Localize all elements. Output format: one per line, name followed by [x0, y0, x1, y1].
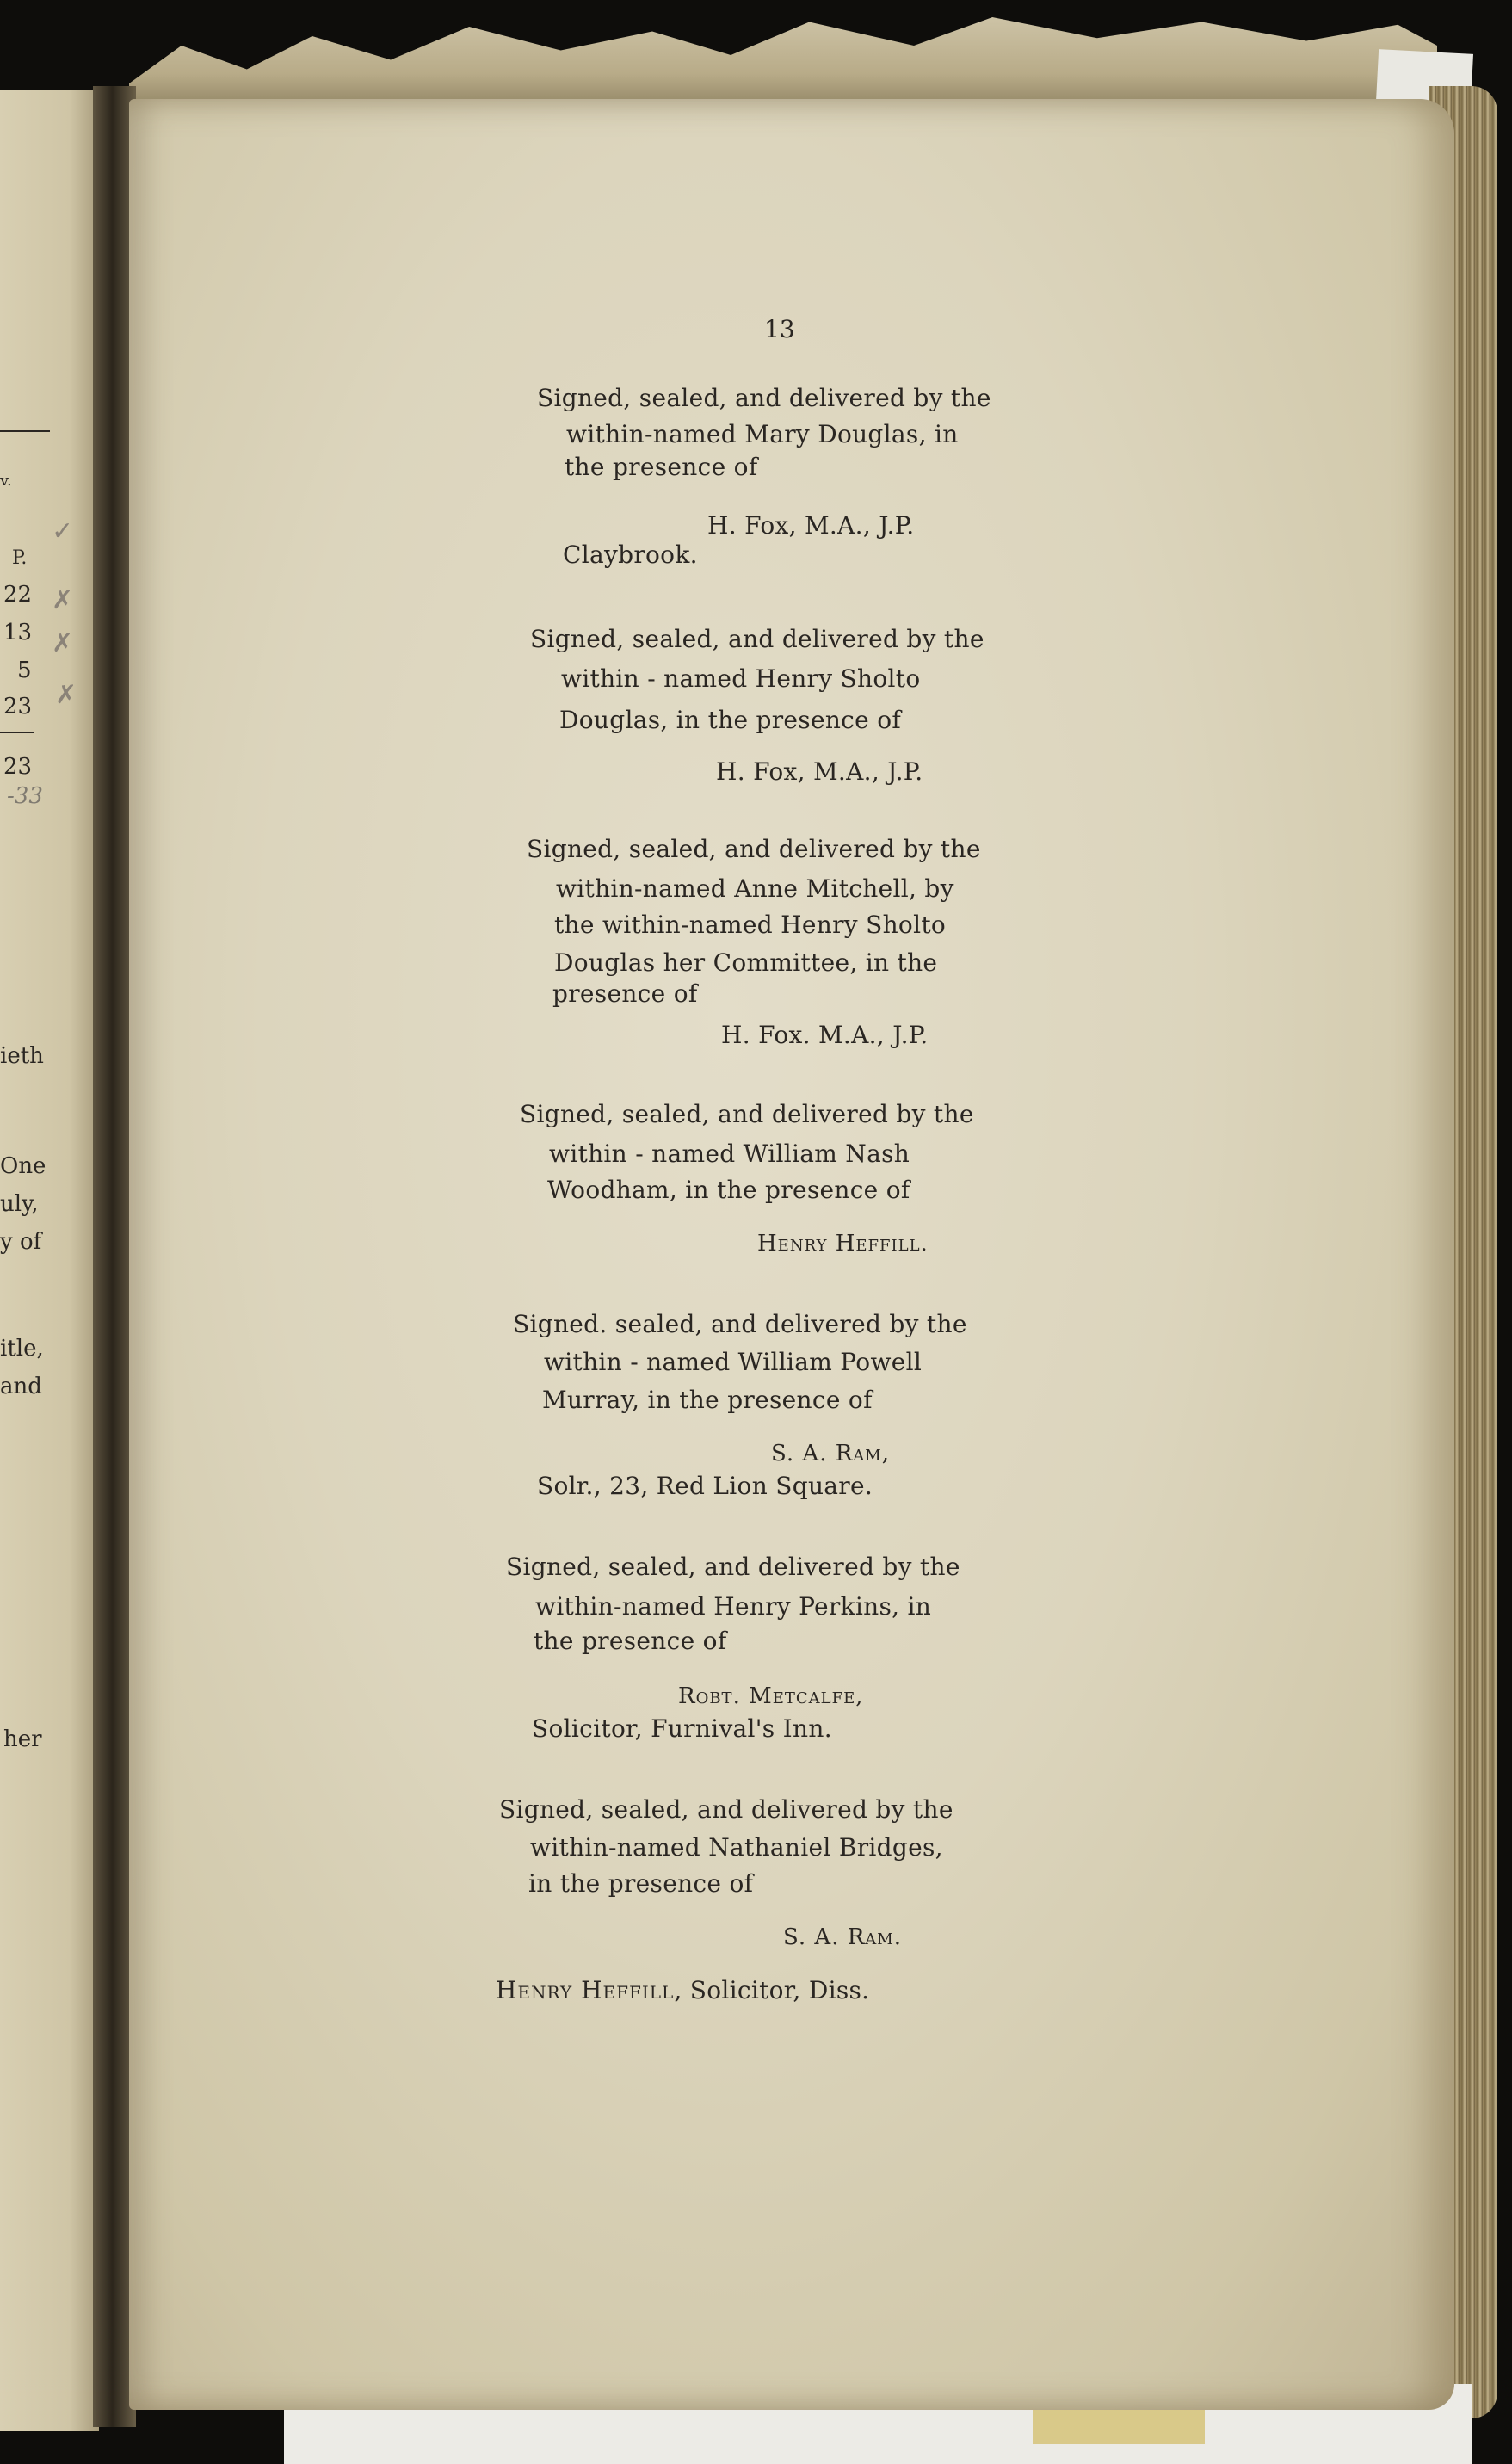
left-number: 23	[3, 754, 33, 780]
torn-top-edge	[129, 17, 1437, 112]
left-handwritten-total: -33	[7, 783, 43, 809]
left-rule-top	[0, 430, 50, 432]
attestation-line: within - named William Nash	[549, 1139, 910, 1168]
attestation-line: Signed, sealed, and delivered by the	[530, 625, 984, 653]
attestation-line: Signed, sealed, and delivered by the	[527, 835, 981, 863]
attestation-line: Signed, sealed, and delivered by the	[506, 1553, 960, 1581]
footer-rest: , Solicitor, Diss.	[674, 1976, 870, 2004]
attestation-line: Douglas her Committee, in the	[554, 948, 938, 977]
attestation-line: Signed, sealed, and delivered by the	[537, 384, 991, 412]
left-number: 13	[3, 620, 33, 645]
left-number: 5	[17, 658, 32, 683]
attestation-line: the presence of	[534, 1627, 727, 1655]
attestation-line: the within-named Henry Sholto	[554, 911, 947, 939]
pencil-cross-icon: ✗	[55, 680, 77, 710]
witness-name: S. A. Ram.	[783, 1924, 902, 1950]
left-word: her	[3, 1726, 42, 1752]
witness-name: H. Fox. M.A., J.P.	[721, 1021, 929, 1049]
attestation-line: in the presence of	[528, 1869, 754, 1898]
witness-name: H. Fox, M.A., J.P.	[707, 511, 915, 540]
attestation-line: Signed, sealed, and delivered by the	[520, 1100, 974, 1128]
attestation-line: the presence of	[565, 453, 758, 481]
witness-place: Claybrook.	[563, 540, 698, 569]
witness-name: Robt. Metcalfe,	[678, 1683, 864, 1709]
left-word: uly,	[0, 1191, 39, 1217]
attestation-line: within - named William Powell	[544, 1348, 923, 1376]
pencil-cross-icon: ✗	[52, 628, 74, 658]
attestation-line: Murray, in the presence of	[542, 1386, 873, 1414]
pencil-cross-icon: ✗	[52, 585, 74, 615]
attestation-line: Signed. sealed, and delivered by the	[513, 1310, 967, 1338]
attestation-line: within-named Anne Mitchell, by	[556, 874, 954, 903]
witness-place: Solr., 23, Red Lion Square.	[537, 1472, 873, 1500]
left-word: One	[0, 1153, 46, 1179]
page-number: 13	[764, 315, 795, 343]
left-number: 23	[3, 694, 33, 719]
left-word: ieth	[0, 1043, 44, 1069]
attestation-line: within-named Mary Douglas, in	[566, 420, 959, 448]
left-rule-sum	[0, 732, 34, 733]
witness-name: Henry Heffill.	[757, 1231, 929, 1257]
pencil-tick-icon: ✓	[52, 516, 74, 547]
attestation-line: within - named Henry Sholto	[561, 664, 921, 693]
left-word: y of	[0, 1229, 42, 1255]
left-page	[0, 90, 99, 2431]
attestation-line: Woodham, in the presence of	[547, 1176, 910, 1204]
witness-place: Solicitor, Furnival's Inn.	[532, 1714, 832, 1743]
attestation-line: within-named Henry Perkins, in	[535, 1592, 932, 1621]
left-number: 22	[3, 582, 33, 608]
attestation-line: presence of	[552, 979, 698, 1008]
left-fragment-top: v.	[0, 472, 12, 490]
witness-name: H. Fox, M.A., J.P.	[716, 757, 923, 786]
left-word: itle,	[0, 1336, 44, 1362]
attestation-line: Douglas, in the presence of	[559, 706, 902, 734]
footer-signature	[496, 1976, 869, 2004]
footer-name: Henry Heffill	[496, 1976, 675, 2004]
attestation-line: Signed, sealed, and delivered by the	[499, 1795, 953, 1824]
attestation-line: within-named Nathaniel Bridges,	[530, 1833, 943, 1862]
witness-name: S. A. Ram,	[771, 1441, 890, 1467]
left-col-header: P.	[12, 547, 28, 569]
left-word: and	[0, 1374, 42, 1399]
